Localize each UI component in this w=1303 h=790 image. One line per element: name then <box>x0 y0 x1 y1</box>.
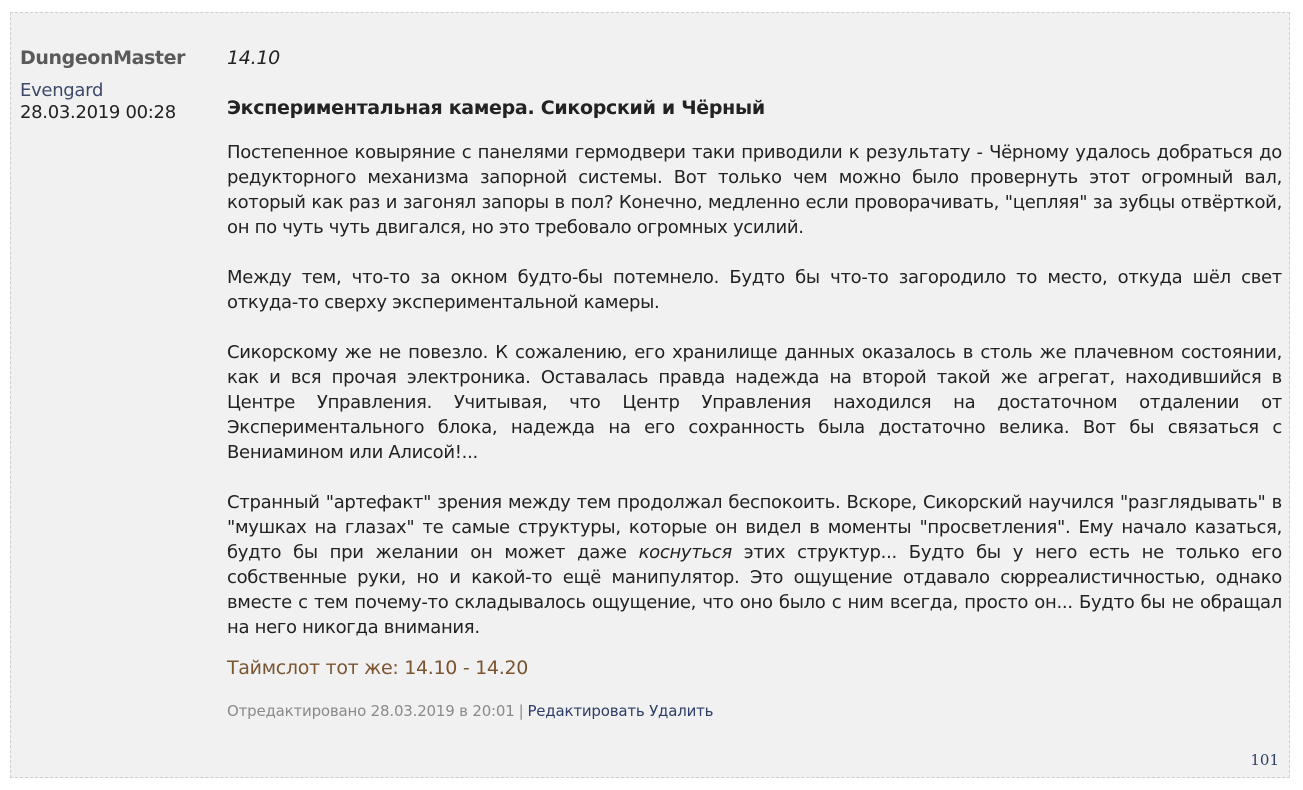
post-number-link[interactable]: 101 <box>1250 751 1279 769</box>
separator: | <box>518 702 524 720</box>
post-paragraph <box>227 490 1282 640</box>
post-edit-bar <box>227 702 1282 720</box>
paragraph-text: этих структур... Будто бы у него есть не только его собственные руки, но и какой-то ещё манипулятор. Это ощущение отдавало сюрреалистичностью, однако вместе с тем почему-то складывалось ощущение, что оно было с ним всегда, просто он... Будто бы не обращал на него никогда внимания. <box>227 542 1283 638</box>
author-group: Evengard <box>20 80 104 101</box>
timeslot-line: Таймслот тот же: 14.10 - 14.20 <box>227 657 529 679</box>
edit-link[interactable]: Редактировать <box>527 702 645 720</box>
post-content <box>227 47 1282 720</box>
author-name[interactable]: DungeonMaster <box>20 47 186 69</box>
post-date: 28.03.2019 00:28 <box>20 102 176 123</box>
post-paragraph: Сикорскому же не повезло. К сожалению, его хранилище данных оказалось в столь же плачевном состоянии, как и вся прочая электроника. Оставалась правда надежда на второй такой же агрегат, находившийся в Центре Управления. Учитывая, что Центр Управления находился на достаточном отдалении от Экспериментального блока, надежда на его сохранность была достаточно велика. Вот бы связаться с Вениамином или Алисой!... <box>227 342 1282 463</box>
post-paragraph: Постепенное ковыряние с панелями гермодвери таки приводили к результату - Чёрному удалось добраться до редукторного механизма запорной системы. Вот только чем можно было провернуть этот огромный вал, который как раз и загонял запоры в пол? Конечно, медленно если проворачивать, "цепляя" за зубцы отвёрткой, он по чуть чуть двигался, но это требовало огромных усилий. <box>227 142 1282 238</box>
emphasis-text: коснуться <box>638 542 732 563</box>
paragraph-text: Странный "артефакт" зрения между тем продолжал беспокоить. Вскоре, Сикорский научился "разглядывать" в "мушках на глазах" те самые структуры, которые он видел в моменты "просветления". Ему начало казаться, будто бы при желании он может даже <box>227 492 1282 563</box>
post-paragraph: Между тем, что-то за окном будто-бы потемнело. Будто бы что-то загородило то место, откуда шёл свет откуда-то сверху экспериментальной камеры. <box>227 267 1282 313</box>
edited-note: Отредактировано 28.03.2019 в 20:01 <box>227 702 515 720</box>
forum-post <box>10 12 1290 778</box>
post-time-header: 14.10 <box>227 47 280 69</box>
delete-link[interactable]: Удалить <box>649 702 714 720</box>
post-title: Экспериментальная камера. Сикорский и Чёрный <box>227 97 765 119</box>
author-info <box>20 47 210 123</box>
